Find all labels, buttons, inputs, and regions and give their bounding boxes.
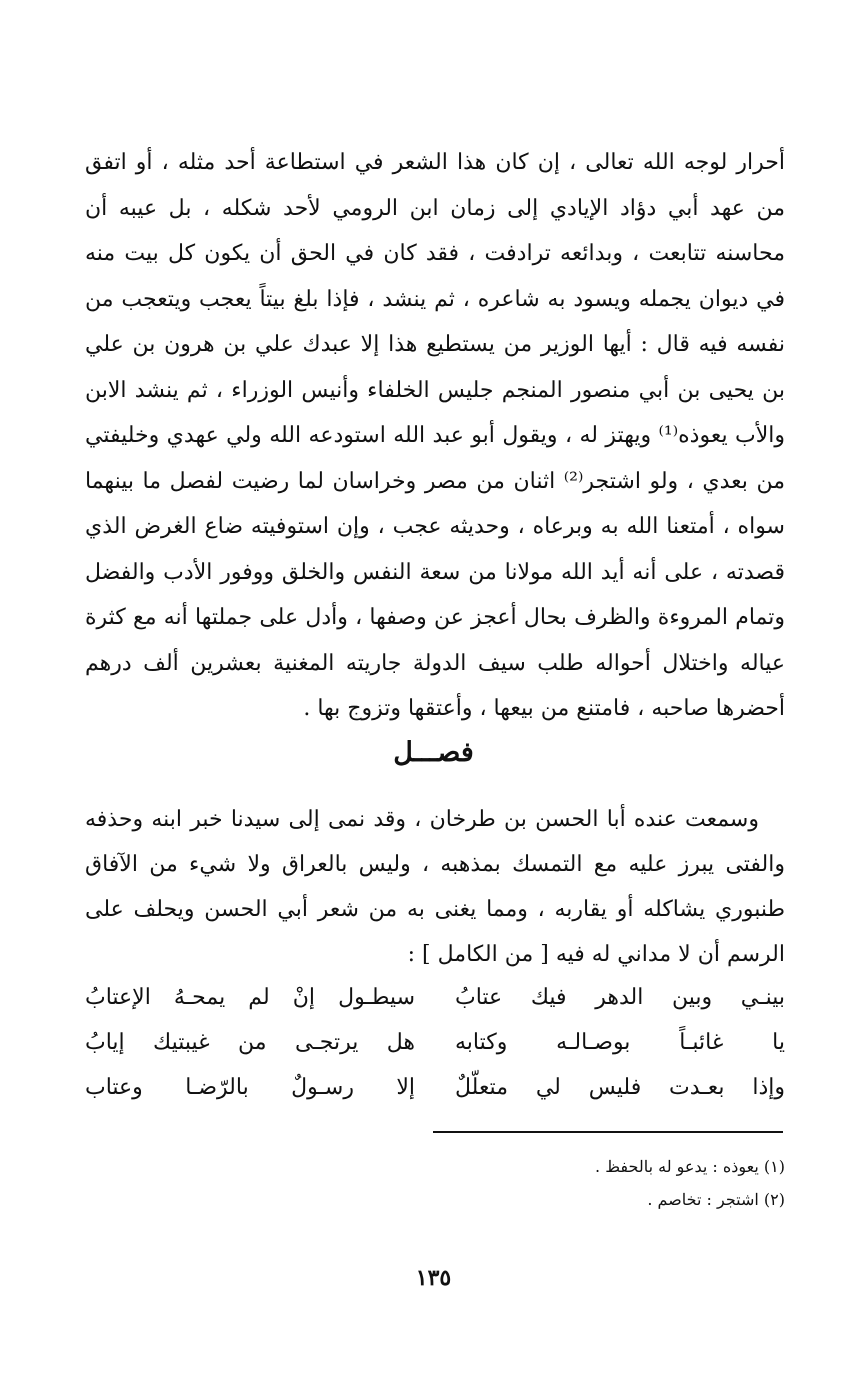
section-heading: فصـــل	[393, 737, 474, 768]
verse-first-hemistich: يا غائبـاً بوصـالـه وكتابه	[455, 1030, 785, 1055]
verse-second-hemistich: سيطـول إنْ لم يمحـهُ الإعتابُ	[85, 985, 415, 1010]
poem-verse	[85, 1020, 785, 1065]
poem	[85, 975, 785, 1110]
page-number: ١٣٥	[415, 1265, 452, 1291]
verse-first-hemistich: وإذا بعـدت فليس لي متعلّلٌ	[455, 1075, 785, 1100]
footnote: (١) يعوذه : يدعو له بالحفظ .	[595, 1157, 785, 1176]
section-paragraph: وسمعت عنده أبا الحسن بن طرخان ، وقد نمى إلى سيدنا خبر ابنه وحذفه والفتى يبرز عليه مع التمسك بمذهبه ، وليس بالعراق ولا شيء من الآفاق طنبوري يشاكله أو يقاربه ، ومما يغنى به من شعر أبي الحسن ويحلف على الرسم أن لا مداني له فيه [ من الكامل ] :	[85, 807, 785, 967]
verse-first-hemistich: بينـي وبين الدهر فيك عتابُ	[455, 985, 785, 1010]
poem-verse	[85, 1065, 785, 1110]
poem-verse	[85, 975, 785, 1020]
verse-second-hemistich: إلا رسـولٌ بالرّضـا وعتاب	[85, 1075, 415, 1100]
footnotes	[85, 1150, 785, 1216]
footnote-divider	[433, 1131, 783, 1133]
main-paragraph: أحرار لوجه الله تعالى ، إن كان هذا الشعر في استطاعة أحد مثله ، أو اتفق من عهد أبي دؤاد الإيادي إلى زمان ابن الرومي لأحد شكله ، بل عيبه أن محاسنه تتابعت ، وبدائعه ترادفت ، فقد كان في الحق أن يكون كل بيت منه في ديوان يجمله ويسود به شاعره ، ثم ينشد ، فإذا بلغ بيتاً يعجب ويتعجب من نفسه فيه قال : أيها الوزير من يستطيع هذا إلا عبدك علي بن هرون بن علي بن يحيى بن أبي منصور المنجم جليس الخلفاء وأنيس الوزراء ، ثم ينشد الابن والأب يعوذه⁽¹⁾ ويهتز له ، ويقول أبو عبد الله استودعه الله ولي عهدي وخليفتي من بعدي ، ولو اشتجر⁽²⁾ اثنان من مصر وخراسان لما رضيت لفصل ما بينهما سواه ، أمتعنا الله به وبرعاه ، وحديثه عجب ، وإن استوفيته ضاع الغرض الذي قصدته ، على أنه أيد الله مولانا من سعة النفس والخلق ووفور الأدب والفضل وتمام المروءة والظرف بحال أعجز عن وصفها ، وأدل على جملتها أنه مع كثرة عياله واختلال أحواله طلب سيف الدولة جاريته المغنية بعشرين ألف درهم أحضرها صاحبه ، فامتنع من بيعها ، وأعتقها وتزوج بها .	[85, 150, 785, 721]
footnote: (٢) اشتجر : تخاصم .	[647, 1190, 785, 1209]
verse-second-hemistich: هل يرتجـى من غيبتيك إيابُ	[85, 1030, 415, 1055]
